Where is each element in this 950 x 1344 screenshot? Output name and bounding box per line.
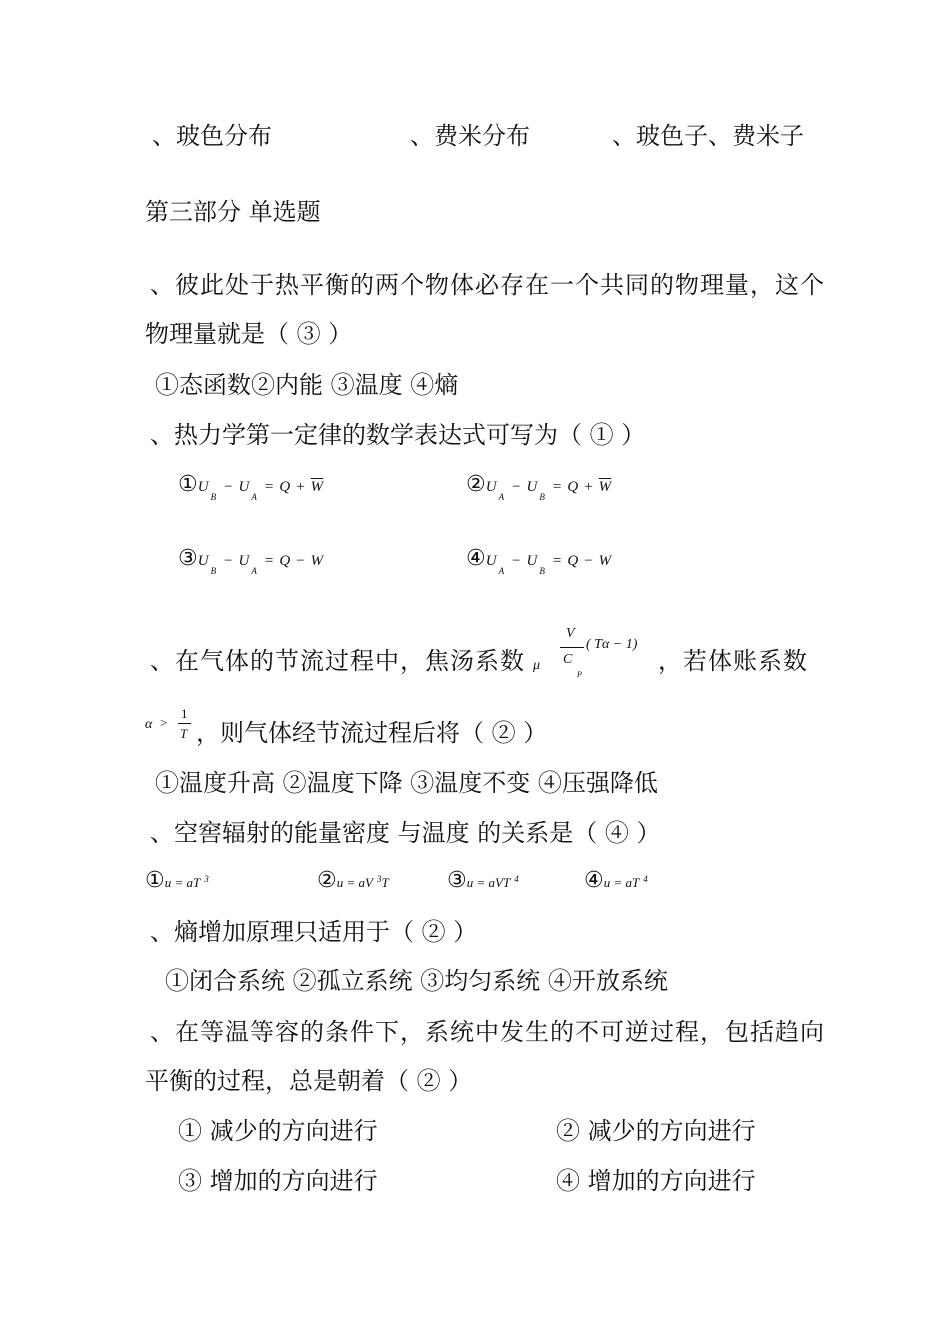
q4-stem: 、空窖辐射的能量密度 与温度 的关系是（ ④ ） [150, 819, 661, 847]
q6-option-3: ③ 增加的方向进行 [178, 1167, 378, 1195]
q4-option-3: ③u = aVT $^4$ [447, 868, 519, 893]
q6-option-1: ① 减少的方向进行 [178, 1117, 378, 1145]
q2-option-2-number: ② [466, 472, 486, 497]
q5-stem: 、熵增加原理只适用于（ ② ） [150, 918, 478, 946]
q3-one: 1 [181, 706, 188, 721]
q3-paren-expression: ( Tα − 1) [586, 637, 638, 652]
q3-stem-line2: ，则气体经节流过程后将（ ② ） [196, 719, 548, 747]
q4-option-2: ②u = aV $^3$T [317, 868, 389, 893]
q6-stem-line1: 、在等温等容的条件下，系统中发生的不可逆过程，包括趋向 [150, 1018, 825, 1046]
q2-option-1: $①U_B- U_A= Q + \overline{W}$ [178, 472, 324, 502]
q2-option-4: $④U_A- U_B= Q - W$ [466, 546, 612, 576]
q6-stem-line2: 平衡的过程，总是朝着（ ② ） [145, 1067, 473, 1095]
q3-fraction-bar [560, 647, 584, 648]
q3-alpha: α [145, 717, 153, 732]
q3-stem-lead: 、在气体的节流过程中，焦汤系数 [150, 647, 525, 675]
q6-option-4: ④ 增加的方向进行 [556, 1167, 756, 1195]
q2-stem: 、热力学第一定律的数学表达式可写为（ ① ） [150, 421, 646, 449]
q5-options: ①闭合系统 ②孤立系统 ③均匀系统 ④开放系统 [165, 967, 668, 995]
q3-frac-den-sub: P [577, 670, 582, 679]
q3-mu-symbol: μ [533, 658, 541, 673]
q2-option-1-number: ① [178, 472, 198, 497]
q1-options: ①态函数②内能 ③温度 ④熵 [155, 371, 459, 399]
q2-option-2: $②U_A- U_B= Q + \overline{W}$ [466, 472, 612, 502]
q2-option-3: $③U_B- U_A= Q - W$ [178, 546, 324, 576]
q3-frac-denominator: C [563, 652, 573, 667]
q3-options: ①温度升高 ②温度下降 ③温度不变 ④压强降低 [155, 769, 658, 797]
section-title: 第三部分 单选题 [145, 198, 321, 226]
q3-stem-tail: ，若体账系数 [658, 647, 808, 675]
q3-frac-numerator: V [566, 626, 575, 641]
q2-option-4-number: ④ [466, 546, 486, 571]
q4-option-1: ①u = aT $^3$ [145, 868, 209, 893]
option-bose-distribution: 、玻色分布 [152, 122, 272, 150]
q1-stem-line1: 、彼此处于热平衡的两个物体必存在一个共同的物理量，这个 [150, 271, 825, 299]
q3-T: T [180, 726, 188, 741]
q4-option-4: ④u = aT $^4$ [584, 868, 648, 893]
q6-option-2: ② 减少的方向进行 [556, 1117, 756, 1145]
q1-stem-line2: 物理量就是（ ③ ） [145, 320, 353, 348]
q3-greater-than: > [160, 715, 168, 730]
option-fermi-distribution: 、费米分布 [410, 122, 530, 150]
q2-option-3-number: ③ [178, 546, 198, 571]
q3-one-over-t-bar [178, 723, 191, 724]
option-boson-fermion: 、玻色子、费米子 [612, 122, 804, 150]
